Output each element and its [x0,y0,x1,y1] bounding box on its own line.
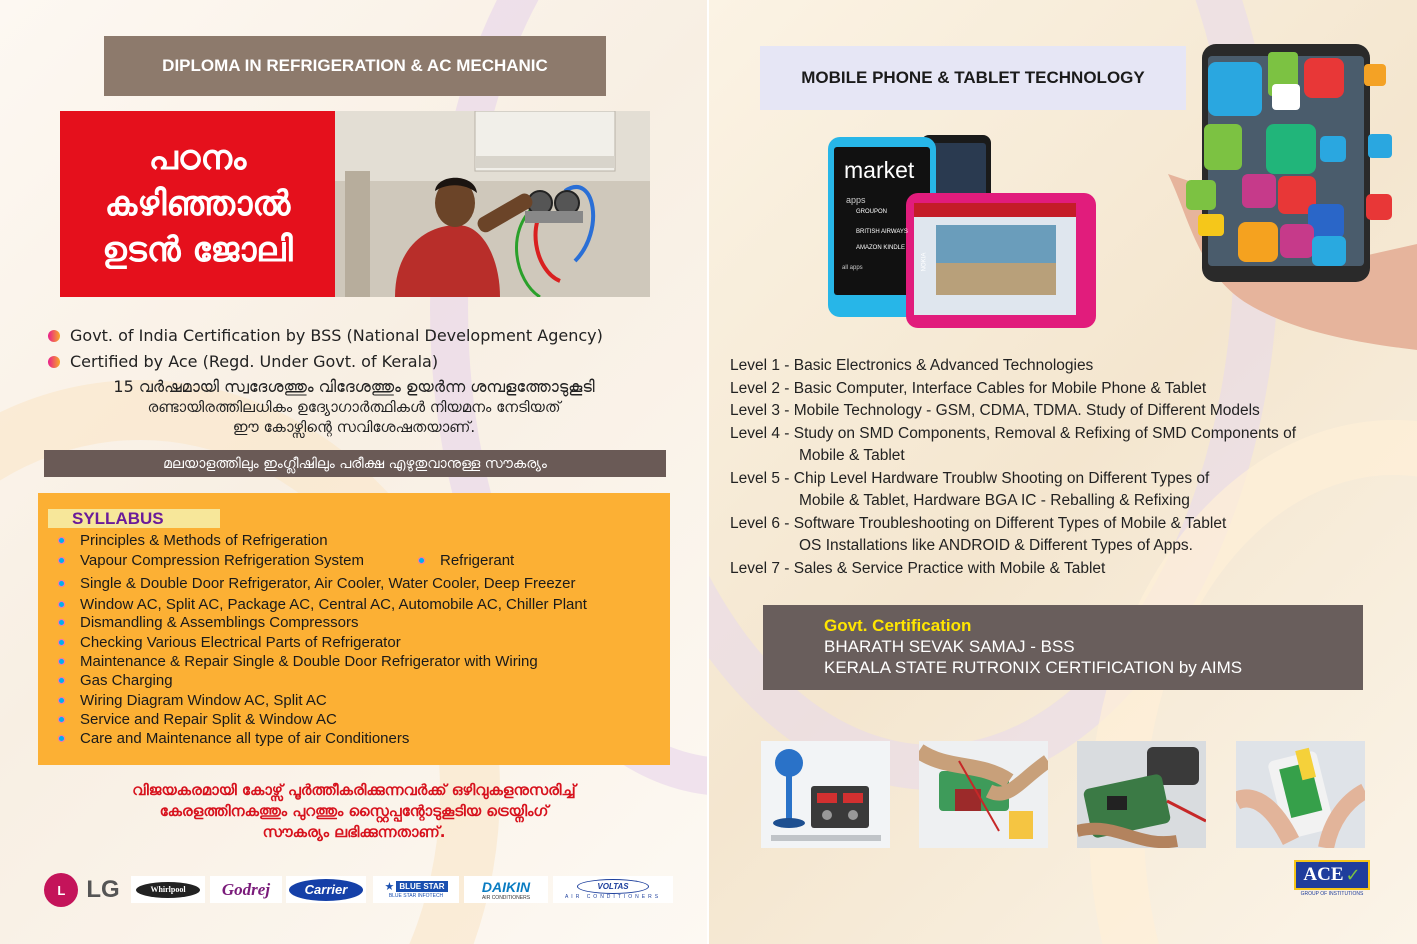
level-item: Level 6 - Software Troubleshooting on Different Types of Mobile & Tablet [730,514,1227,532]
syllabus-item-text: Dismandling & Assemblings Compressors [80,614,359,631]
syllabus-item [58,634,401,651]
syllabus-item [58,672,173,689]
paragraph-line: രണ്ടായിരത്തിലധികം ഉദ്യോഗാർത്ഥികൾ നിയമനം നേടിയത് [147,398,561,416]
voltas-subtext: AIR CONDITIONERS [564,894,662,900]
syllabus-item [58,711,337,728]
syllabus-item [58,596,587,613]
phone-screen-sub: apps [846,195,866,205]
tagline-box [60,111,335,297]
bullet-text: Certified by Ace (Regd. Under Govt. of Kerala) [70,352,439,371]
bluestar-text: BLUE STAR [396,881,447,892]
photo-screen-repair [1236,741,1365,848]
bullet-icon [58,697,65,704]
daikin-subtext: AIR CONDITIONERS [481,894,531,901]
bullet-icon [58,619,65,626]
lg-text: LG [86,876,120,903]
syllabus-title: SYLLABUS [48,509,220,528]
level-item: Level 7 - Sales & Service Practice with Mobile & Tablet [730,559,1106,577]
star-icon: ★ [384,880,395,893]
level-item-cont: Mobile & Tablet [799,447,905,464]
bullet-text: Govt. of India Certification by BSS (National Development Agency) [70,326,603,345]
photo-repair-mobile [919,741,1048,848]
syllabus-item-text: Maintenance & Repair Single & Double Door Refrigerator with Wiring [80,653,538,670]
paragraph-line: കേരളത്തിനകത്തും പുറത്തും സ്റ്റൈപ്പന്റോടുകൂടിയ ട്രെയ്നിംഗ് [159,802,549,820]
tagline-line: പഠനം [148,138,247,178]
level-item: Level 4 - Study on SMD Components, Removal & Refixing of SMD Components of [730,424,1297,442]
whirlpool-text: Whirlpool [136,882,200,898]
ace-logo [1294,860,1370,898]
godrej-logo [210,876,282,903]
photo-soldering-station [761,741,890,848]
bullet-icon [58,580,65,587]
voltas-text: VOLTAS [577,879,649,894]
syllabus-item [58,614,358,631]
experience-paragraph [60,377,648,437]
syllabus-item [58,692,327,709]
bullet-icon [58,601,65,608]
govt-certification-line: KERALA STATE RUTRONIX CERTIFICATION by AIMS [824,658,1243,677]
voltas-logo [553,876,673,903]
govt-certification-title: Govt. Certification [824,616,972,635]
daikin-text: DAIKIN [481,878,531,895]
exam-language-bar: മലയാളത്തിലും ഇംഗ്ലീഷിലും പരീക്ഷ എഴുതുവാനുള്ള സൗകര്യം [44,450,666,477]
bullet-icon [48,356,60,368]
paragraph-line: സൗകര്യം ലഭിക്കുന്നതാണ്. [262,823,446,841]
govt-certification-line: BHARATH SEVAK SAMAJ - BSS [824,637,1075,656]
syllabus-item-text: Window AC, Split AC, Package AC, Central AC, Automobile AC, Chiller Plant [80,596,587,613]
bullet-icon [58,735,65,742]
bullet-icon [58,658,65,665]
apps-hand-illustration [1168,44,1417,350]
bullet-icon [58,537,65,544]
govt-certification-panel [763,605,1363,690]
bullet-icon [58,557,65,564]
daikin-logo [464,876,548,903]
levels-list [730,355,1296,580]
phone-screen-item: GROUPON [856,209,888,215]
syllabus-item [58,575,576,592]
level-item: Level 3 - Mobile Technology - GSM, CDMA, TDMA. Study of Different Models [730,402,1260,419]
phone-brand-label: NOKIA [921,252,928,272]
paragraph-line: ഈ കോഴ്സിന്റെ സവിശേഷതയാണ്. [232,418,476,436]
photo-circuit-board [1077,741,1206,848]
bullet-ace [48,352,438,371]
phone-screen-title: market [844,157,915,183]
placement-paragraph [38,780,670,843]
syllabus-item-text: Refrigerant [440,552,515,569]
level-item-cont: OS Installations like ANDROID & Different Types of Apps. [799,537,1193,554]
carrier-text: Carrier [289,879,363,901]
lg-logo [36,872,128,908]
syllabus-item-text: Service and Repair Split & Window AC [80,711,337,728]
bluestar-row [384,880,447,893]
bluestar-logo [373,876,459,903]
bullet-icon [418,557,425,564]
level-item: Level 2 - Basic Computer, Interface Cables for Mobile Phone & Tablet [730,379,1207,397]
phones-illustration [826,133,1096,329]
whirlpool-logo [131,876,205,903]
technician-photo [335,111,650,297]
syllabus-item [58,552,364,569]
bullet-icon [58,677,65,684]
syllabus-item-text: Care and Maintenance all type of air Conditioners [80,730,410,747]
bullet-icon [58,716,65,723]
godrej-text: Godrej [221,879,271,899]
lg-face-icon: L [44,873,78,907]
phone-screen-item: AMAZON KINDLE [856,245,906,251]
phone-screen-footer: all apps [842,265,863,271]
syllabus-item [418,552,514,569]
course-header-mobile: MOBILE PHONE & TABLET TECHNOLOGY [760,46,1186,110]
phone-screen-item: BRITISH AIRWAYS [856,229,908,235]
tagline-line: ഉടൻ ജോലി [102,230,293,270]
course-header-refrigeration: DIPLOMA IN REFRIGERATION & AC MECHANIC [104,36,606,96]
syllabus-item [58,653,538,670]
paragraph-line: വിജയകരമായി കോഴ്സ് പൂർത്തീകരിക്കുന്നവർക്ക് ഒഴിവുകളനുസരിച്ച് [132,781,576,799]
syllabus-item-text: Single & Double Door Refrigerator, Air Cooler, Water Cooler, Deep Freezer [80,575,576,592]
syllabus-item [58,532,328,549]
level-item: Level 1 - Basic Electronics & Advanced Technologies [730,357,1094,374]
paragraph-line: 15 വർഷമായി സ്വദേശത്തും വിദേശത്തും ഉയർന്ന ശമ്പളത്തോടുകൂടി [113,377,595,396]
syllabus-item-text: Wiring Diagram Window AC, Split AC [80,692,327,709]
syllabus-item [58,730,409,747]
check-icon: ✓ [1345,864,1361,886]
syllabus-item-text: Checking Various Electrical Parts of Refrigerator [80,634,401,651]
level-item: Level 5 - Chip Level Hardware Troublw Shooting on Different Types of [730,469,1210,487]
syllabus-item-text: Vapour Compression Refrigeration System [80,552,365,569]
level-item-cont: Mobile & Tablet, Hardware BGA IC - Reballing & Refixing [799,492,1190,509]
ace-text: ACE [1303,864,1344,885]
bullet-icon [58,639,65,646]
tagline-line: കഴിഞ്ഞാൽ [104,184,291,224]
bluestar-subtext: BLUE STAR INFOTECH [388,893,444,899]
ace-badge [1294,860,1370,890]
syllabus-item-text: Gas Charging [80,672,173,689]
bullet-icon [48,330,60,342]
syllabus-item-text: Principles & Methods of Refrigeration [80,532,328,549]
bullet-bss [48,326,603,345]
ace-subtext: GROUP OF INSTITUTIONS [1300,891,1364,897]
carrier-logo [286,876,366,903]
